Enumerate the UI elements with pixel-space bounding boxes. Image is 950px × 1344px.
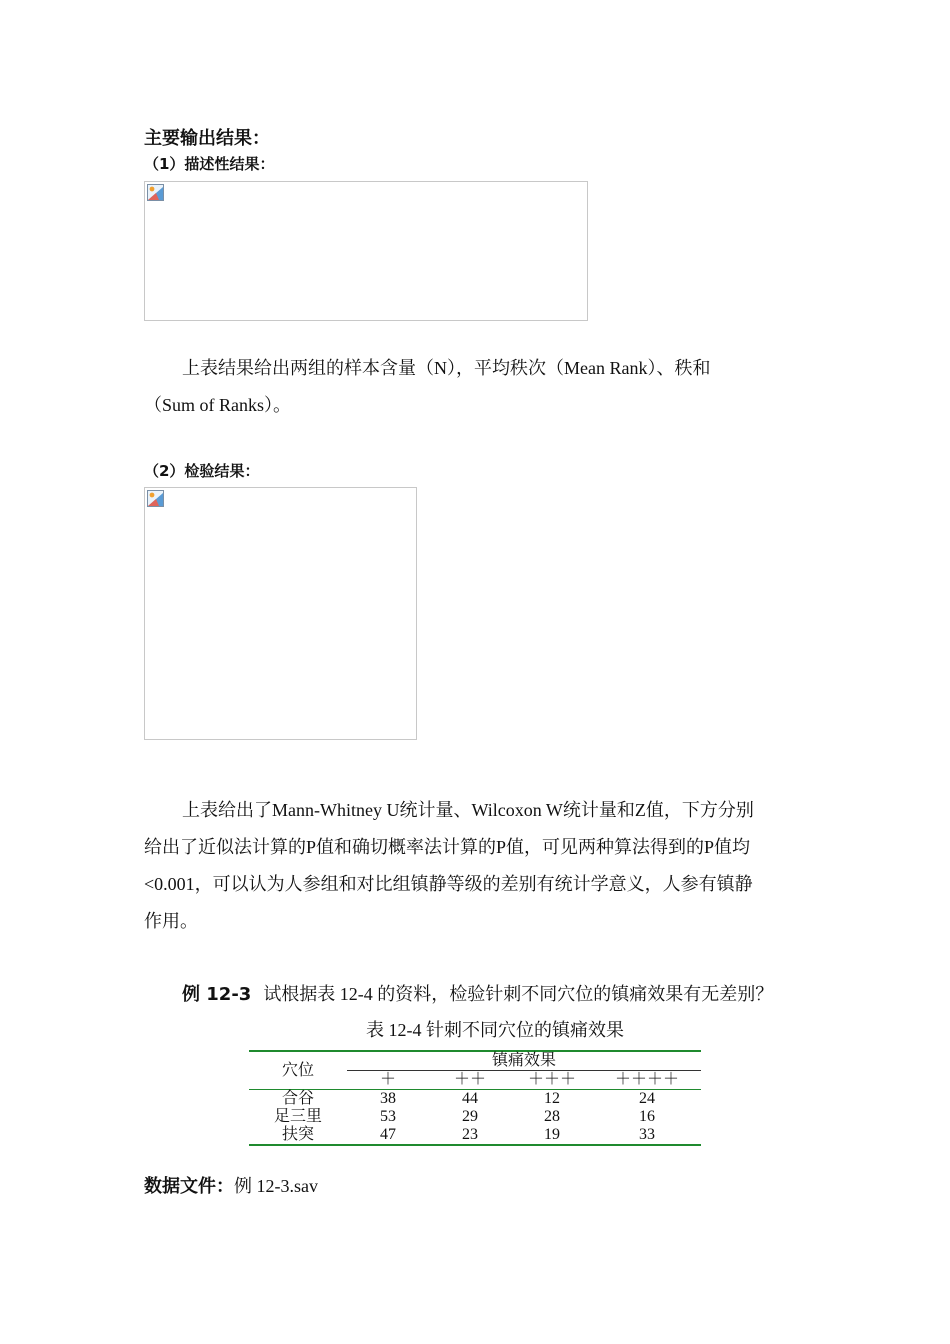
- data-file-label: 数据文件：: [144, 1176, 234, 1197]
- table-cell: 23: [462, 1126, 478, 1143]
- table-cell: 19: [544, 1126, 560, 1143]
- descriptive-paragraph-line2: （Sum of Ranks）。: [144, 395, 292, 415]
- table-row: [249, 1108, 701, 1126]
- data-file-name: 例 12-3.sav: [234, 1176, 318, 1196]
- row-header: 穴位: [249, 1051, 347, 1090]
- test-paragraph-line1: 上表给出了Mann-Whitney U统计量、Wilcoxon W统计量和Z值，下方分别: [182, 800, 754, 820]
- row-name: 足三里: [273, 1108, 322, 1125]
- test-output-image: [144, 487, 417, 740]
- table-cell: 29: [462, 1108, 478, 1125]
- table-row: [249, 1090, 701, 1109]
- test-paragraph-line3: <0.001，可以认为人参组和对比组镇静等级的差别有统计学意义，人参有镇静: [144, 874, 753, 894]
- example-label: 例 12-3: [182, 984, 252, 1005]
- test-heading: （2）检验结果：: [144, 462, 260, 480]
- example-text: 试根据表 12-4 的资料，检验针刺不同穴位的镇痛效果有无差别？: [263, 984, 774, 1004]
- descriptive-paragraph-line1: 上表结果给出两组的样本含量（N），平均秩次（Mean Rank）、秩和: [182, 358, 711, 378]
- table-cell: 24: [639, 1090, 655, 1107]
- acupoint-analgesia-table: [249, 1050, 701, 1146]
- column-header: ＋＋＋＋: [614, 1071, 679, 1088]
- table-cell: 16: [639, 1108, 655, 1125]
- test-paragraph-line2: 给出了近似法计算的P值和确切概率法计算的P值，可见两种算法得到的P值均: [144, 837, 751, 857]
- test-paragraph-line4: 作用。: [144, 911, 198, 931]
- table-cell: 33: [639, 1126, 655, 1143]
- example-statement: [182, 980, 773, 1006]
- table-cell: 38: [380, 1090, 396, 1107]
- row-name: 合谷: [281, 1090, 314, 1107]
- table-row: [249, 1126, 701, 1145]
- row-name: 扶突: [281, 1126, 314, 1143]
- table-cell: 47: [380, 1126, 396, 1143]
- table-cell: 53: [380, 1108, 396, 1125]
- descriptive-output-image: [144, 181, 588, 321]
- table-caption: 表 12-4 针刺不同穴位的镇痛效果: [366, 1020, 624, 1040]
- column-header: ＋＋＋: [527, 1071, 576, 1088]
- table-cell: 12: [544, 1090, 560, 1107]
- group-header: 镇痛效果: [347, 1051, 701, 1071]
- data-file-line: [144, 1172, 318, 1198]
- column-header: ＋: [379, 1071, 396, 1088]
- column-header: ＋＋: [453, 1071, 486, 1088]
- descriptive-heading: （1）描述性结果：: [144, 155, 275, 173]
- table-cell: 44: [462, 1090, 478, 1107]
- broken-image-icon: [147, 184, 164, 201]
- broken-image-icon: [147, 490, 164, 507]
- table-cell: 28: [544, 1108, 560, 1125]
- section-title: 主要输出结果：: [144, 128, 270, 149]
